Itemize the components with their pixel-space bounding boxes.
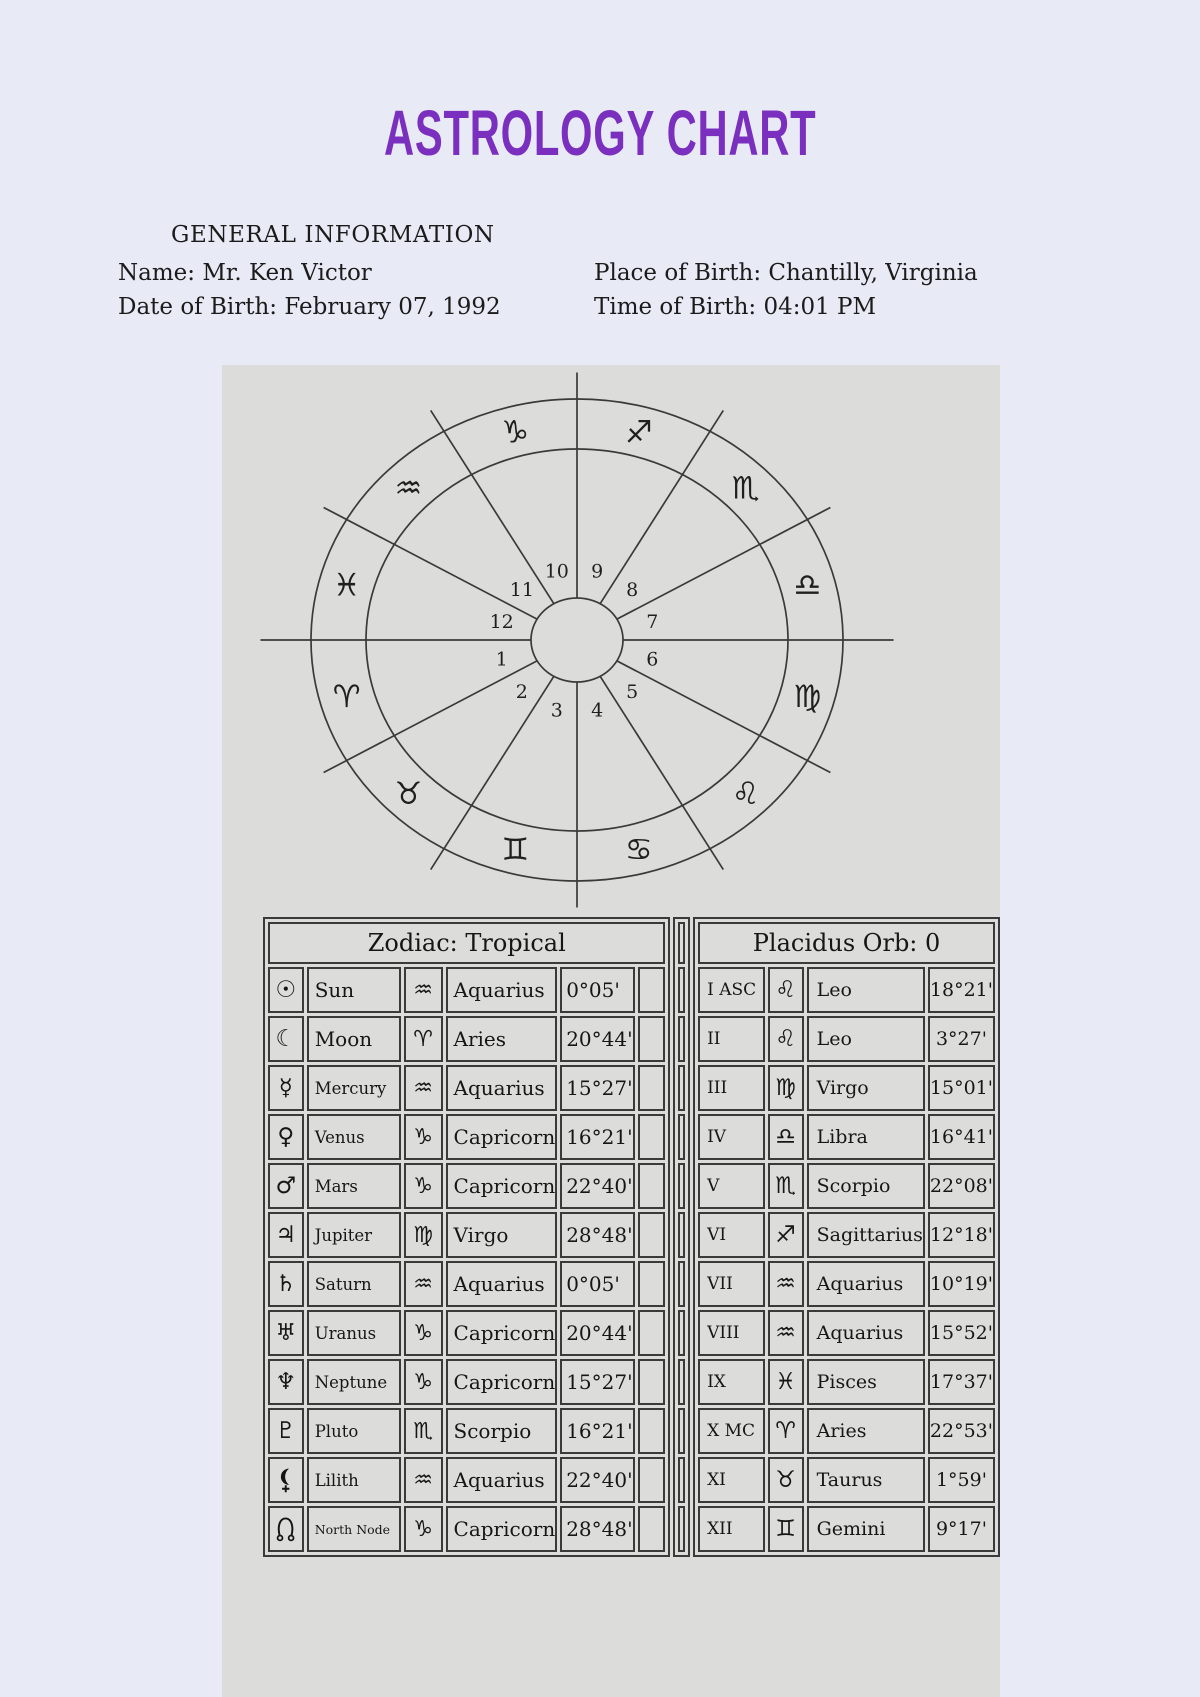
degree-value: 9°17' bbox=[928, 1506, 995, 1552]
spacer-row bbox=[678, 1163, 685, 1209]
spacer-cell bbox=[678, 1310, 685, 1356]
empty-cell bbox=[638, 1408, 666, 1454]
planet-name: Venus bbox=[307, 1114, 401, 1160]
house-number-11: 11 bbox=[509, 578, 534, 601]
spacer-cell bbox=[678, 1457, 685, 1503]
degree-value: 0°05' bbox=[560, 967, 634, 1013]
house-number-2: 2 bbox=[515, 680, 528, 703]
sign-name: Capricorn bbox=[446, 1359, 558, 1405]
spacer-cell bbox=[678, 1506, 685, 1552]
empty-cell bbox=[638, 1359, 666, 1405]
house-label: IV bbox=[698, 1114, 765, 1160]
uranus-icon: ♅ bbox=[268, 1310, 304, 1356]
empty-cell bbox=[638, 1310, 666, 1356]
planet-row bbox=[268, 1163, 665, 1209]
venus-icon: ♀ bbox=[268, 1114, 304, 1160]
degree-value: 28°48' bbox=[560, 1212, 634, 1258]
planet-name: Neptune bbox=[307, 1359, 401, 1405]
degree-value: 18°21' bbox=[928, 967, 995, 1013]
libra-glyph: ♎ bbox=[793, 567, 822, 604]
house-number-7: 7 bbox=[646, 611, 659, 634]
house-number-5: 5 bbox=[626, 680, 639, 703]
degree-value: 10°19' bbox=[928, 1261, 995, 1307]
aries-icon: ♈ bbox=[768, 1408, 804, 1454]
house-number-6: 6 bbox=[646, 648, 659, 671]
general-information-heading: GENERAL INFORMATION bbox=[171, 222, 495, 248]
center-circle bbox=[531, 598, 623, 682]
aquarius-glyph: ♒ bbox=[394, 470, 423, 507]
house-row bbox=[698, 1310, 995, 1356]
gemini-glyph: ♊ bbox=[501, 831, 530, 868]
zodiac-table bbox=[263, 917, 670, 1557]
capricorn-icon: ♑ bbox=[404, 1359, 443, 1405]
house-label: IX bbox=[698, 1359, 765, 1405]
jupiter-icon: ♃ bbox=[268, 1212, 304, 1258]
house-label: I ASC bbox=[698, 967, 765, 1013]
planet-row bbox=[268, 1359, 665, 1405]
degree-value: 20°44' bbox=[560, 1016, 634, 1062]
sign-name: Aquarius bbox=[446, 967, 558, 1013]
planet-name: Mercury bbox=[307, 1065, 401, 1111]
house-row bbox=[698, 1457, 995, 1503]
sign-name: Aquarius bbox=[807, 1261, 925, 1307]
sign-name: Gemini bbox=[807, 1506, 925, 1552]
house-number-12: 12 bbox=[489, 611, 514, 634]
aquarius-icon: ♒ bbox=[768, 1261, 804, 1307]
degree-value: 22°40' bbox=[560, 1457, 634, 1503]
scorpio-icon: ♏ bbox=[768, 1163, 804, 1209]
houses-table-header: Placidus Orb: 0 bbox=[698, 922, 995, 964]
capricorn-icon: ♑ bbox=[404, 1114, 443, 1160]
house-label: X MC bbox=[698, 1408, 765, 1454]
empty-cell bbox=[638, 1114, 666, 1160]
house-row bbox=[698, 1114, 995, 1160]
house-row bbox=[698, 1261, 995, 1307]
sign-name: Libra bbox=[807, 1114, 925, 1160]
planet-row bbox=[268, 1212, 665, 1258]
aries-glyph: ♈ bbox=[332, 679, 361, 716]
capricorn-icon: ♑ bbox=[404, 1310, 443, 1356]
sign-name: Taurus bbox=[807, 1457, 925, 1503]
empty-cell bbox=[638, 967, 666, 1013]
houses-table-header-row bbox=[698, 922, 995, 964]
planet-name: Jupiter bbox=[307, 1212, 401, 1258]
spacer-cell bbox=[678, 1016, 685, 1062]
degree-value: 15°27' bbox=[560, 1359, 634, 1405]
date-of-birth-line: Date of Birth: February 07, 1992 bbox=[118, 294, 501, 320]
sign-name: Virgo bbox=[446, 1212, 558, 1258]
lilith-icon bbox=[268, 1457, 304, 1503]
degree-value: 15°27' bbox=[560, 1065, 634, 1111]
house-number-4: 4 bbox=[591, 699, 604, 722]
planet-name: Lilith bbox=[307, 1457, 401, 1503]
sun-icon: ☉ bbox=[268, 967, 304, 1013]
planet-row bbox=[268, 1310, 665, 1356]
degree-value: 3°27' bbox=[928, 1016, 995, 1062]
empty-cell bbox=[638, 1016, 666, 1062]
moon-icon: ☾ bbox=[268, 1016, 304, 1062]
house-number-9: 9 bbox=[591, 560, 604, 583]
house-label: VIII bbox=[698, 1310, 765, 1356]
spacer-cell bbox=[678, 1065, 685, 1111]
time-of-birth-line: Time of Birth: 04:01 PM bbox=[594, 294, 877, 320]
house-number-8: 8 bbox=[626, 578, 639, 601]
planet-row bbox=[268, 1261, 665, 1307]
planet-name: North Node bbox=[307, 1506, 401, 1552]
planet-row bbox=[268, 1457, 665, 1503]
degree-value: 0°05' bbox=[560, 1261, 634, 1307]
zodiac-table-header-row bbox=[268, 922, 665, 964]
house-label: V bbox=[698, 1163, 765, 1209]
taurus-icon: ♉ bbox=[768, 1457, 804, 1503]
spacer-row bbox=[678, 1261, 685, 1307]
degree-value: 16°41' bbox=[928, 1114, 995, 1160]
natal-wheel-chart bbox=[222, 365, 1000, 921]
spacer-cell bbox=[678, 1261, 685, 1307]
cancer-glyph: ♋ bbox=[624, 831, 653, 868]
aquarius-icon: ♒ bbox=[768, 1310, 804, 1356]
degree-value: 15°52' bbox=[928, 1310, 995, 1356]
house-label: VI bbox=[698, 1212, 765, 1258]
degree-value: 12°18' bbox=[928, 1212, 995, 1258]
capricorn-glyph: ♑ bbox=[501, 414, 530, 451]
aquarius-icon: ♒ bbox=[404, 1065, 443, 1111]
leo-glyph: ♌ bbox=[731, 775, 760, 812]
planet-row bbox=[268, 967, 665, 1013]
house-row bbox=[698, 1212, 995, 1258]
house-row bbox=[698, 1506, 995, 1552]
house-number-1: 1 bbox=[495, 648, 508, 671]
sign-name: Capricorn bbox=[446, 1163, 558, 1209]
spacer-row bbox=[678, 1506, 685, 1552]
sign-name: Capricorn bbox=[446, 1506, 558, 1552]
place-of-birth-line: Place of Birth: Chantilly, Virginia bbox=[594, 260, 978, 286]
degree-value: 22°40' bbox=[560, 1163, 634, 1209]
sign-name: Capricorn bbox=[446, 1310, 558, 1356]
house-number-10: 10 bbox=[544, 560, 569, 583]
page-title: ASTROLOGY CHART bbox=[383, 97, 817, 170]
sign-name: Pisces bbox=[807, 1359, 925, 1405]
planet-name: Pluto bbox=[307, 1408, 401, 1454]
sign-name: Sagittarius bbox=[807, 1212, 925, 1258]
spacer-row bbox=[678, 1310, 685, 1356]
sign-name: Capricorn bbox=[446, 1114, 558, 1160]
planet-row bbox=[268, 1506, 665, 1552]
empty-cell bbox=[638, 1261, 666, 1307]
sign-name: Aquarius bbox=[807, 1310, 925, 1356]
capricorn-icon: ♑ bbox=[404, 1163, 443, 1209]
degree-value: 20°44' bbox=[560, 1310, 634, 1356]
degree-value: 22°53' bbox=[928, 1408, 995, 1454]
capricorn-icon: ♑ bbox=[404, 1506, 443, 1552]
sign-name: Leo bbox=[807, 967, 925, 1013]
page-title-wrap bbox=[0, 97, 1200, 170]
planet-name: Saturn bbox=[307, 1261, 401, 1307]
empty-cell bbox=[638, 1212, 666, 1258]
spacer-cell bbox=[678, 922, 685, 964]
planet-row bbox=[268, 1408, 665, 1454]
planet-row bbox=[268, 1016, 665, 1062]
sign-name: Scorpio bbox=[446, 1408, 558, 1454]
saturn-icon: ♄ bbox=[268, 1261, 304, 1307]
sign-name: Aquarius bbox=[446, 1065, 558, 1111]
aries-icon: ♈ bbox=[404, 1016, 443, 1062]
aquarius-icon: ♒ bbox=[404, 967, 443, 1013]
sign-name: Virgo bbox=[807, 1065, 925, 1111]
empty-cell bbox=[638, 1457, 666, 1503]
scorpio-icon: ♏ bbox=[404, 1408, 443, 1454]
house-label: XII bbox=[698, 1506, 765, 1552]
sign-name: Aquarius bbox=[446, 1261, 558, 1307]
planet-name: Sun bbox=[307, 967, 401, 1013]
spacer-row bbox=[678, 1457, 685, 1503]
sign-name: Aries bbox=[446, 1016, 558, 1062]
aquarius-icon: ♒ bbox=[404, 1261, 443, 1307]
mercury-icon: ☿ bbox=[268, 1065, 304, 1111]
spacer-cell bbox=[678, 1163, 685, 1209]
sagittarius-glyph: ♐ bbox=[624, 414, 653, 451]
virgo-glyph: ♍ bbox=[793, 679, 822, 716]
house-label: VII bbox=[698, 1261, 765, 1307]
planet-row bbox=[268, 1114, 665, 1160]
houses-table bbox=[693, 917, 1000, 1557]
pisces-glyph: ♓ bbox=[332, 567, 361, 604]
degree-value: 22°08' bbox=[928, 1163, 995, 1209]
sign-name: Aquarius bbox=[446, 1457, 558, 1503]
sign-name: Leo bbox=[807, 1016, 925, 1062]
planet-name: Moon bbox=[307, 1016, 401, 1062]
house-label: XI bbox=[698, 1457, 765, 1503]
spacer-row bbox=[678, 1065, 685, 1111]
degree-value: 15°01' bbox=[928, 1065, 995, 1111]
empty-cell bbox=[638, 1163, 666, 1209]
spacer-row bbox=[678, 1359, 685, 1405]
house-row bbox=[698, 1016, 995, 1062]
house-row bbox=[698, 1163, 995, 1209]
spacer-row bbox=[678, 1016, 685, 1062]
empty-cell bbox=[638, 1506, 666, 1552]
spacer-row bbox=[678, 1114, 685, 1160]
spacer-row bbox=[678, 1408, 685, 1454]
planet-name: Mars bbox=[307, 1163, 401, 1209]
spacer-cell bbox=[678, 1359, 685, 1405]
degree-value: 16°21' bbox=[560, 1114, 634, 1160]
degree-value: 17°37' bbox=[928, 1359, 995, 1405]
scorpio-glyph: ♏ bbox=[731, 470, 760, 507]
aquarius-icon: ♒ bbox=[404, 1457, 443, 1503]
house-row bbox=[698, 1408, 995, 1454]
planet-row bbox=[268, 1065, 665, 1111]
zodiac-table-header: Zodiac: Tropical bbox=[268, 922, 665, 964]
sign-name: Aries bbox=[807, 1408, 925, 1454]
empty-cell bbox=[638, 1065, 666, 1111]
spacer-cell bbox=[678, 967, 685, 1013]
leo-icon: ♌ bbox=[768, 967, 804, 1013]
spacer-cell bbox=[678, 1212, 685, 1258]
house-label: II bbox=[698, 1016, 765, 1062]
pisces-icon: ♓ bbox=[768, 1359, 804, 1405]
house-label: III bbox=[698, 1065, 765, 1111]
spacer-cell bbox=[678, 1408, 685, 1454]
table-spacer-column bbox=[673, 917, 690, 1557]
mars-icon: ♂ bbox=[268, 1163, 304, 1209]
spacer-row bbox=[678, 922, 685, 964]
spacer-cell bbox=[678, 1114, 685, 1160]
pluto-icon: ♇ bbox=[268, 1408, 304, 1454]
libra-icon: ♎ bbox=[768, 1114, 804, 1160]
sagittarius-icon: ♐ bbox=[768, 1212, 804, 1258]
spacer-row bbox=[678, 967, 685, 1013]
house-row bbox=[698, 1065, 995, 1111]
chart-panel bbox=[222, 365, 1000, 1697]
house-number-3: 3 bbox=[550, 699, 563, 722]
house-row bbox=[698, 1359, 995, 1405]
degree-value: 16°21' bbox=[560, 1408, 634, 1454]
planet-name: Uranus bbox=[307, 1310, 401, 1356]
leo-icon: ♌ bbox=[768, 1016, 804, 1062]
neptune-icon: ♆ bbox=[268, 1359, 304, 1405]
tables-block bbox=[263, 917, 1000, 1557]
virgo-icon: ♍ bbox=[768, 1065, 804, 1111]
gemini-icon: ♊ bbox=[768, 1506, 804, 1552]
spacer-row bbox=[678, 1212, 685, 1258]
degree-value: 28°48' bbox=[560, 1506, 634, 1552]
virgo-icon: ♍ bbox=[404, 1212, 443, 1258]
house-row bbox=[698, 967, 995, 1013]
north-node-icon bbox=[268, 1506, 304, 1552]
taurus-glyph: ♉ bbox=[394, 775, 423, 812]
sign-name: Scorpio bbox=[807, 1163, 925, 1209]
degree-value: 1°59' bbox=[928, 1457, 995, 1503]
name-line: Name: Mr. Ken Victor bbox=[118, 260, 372, 286]
